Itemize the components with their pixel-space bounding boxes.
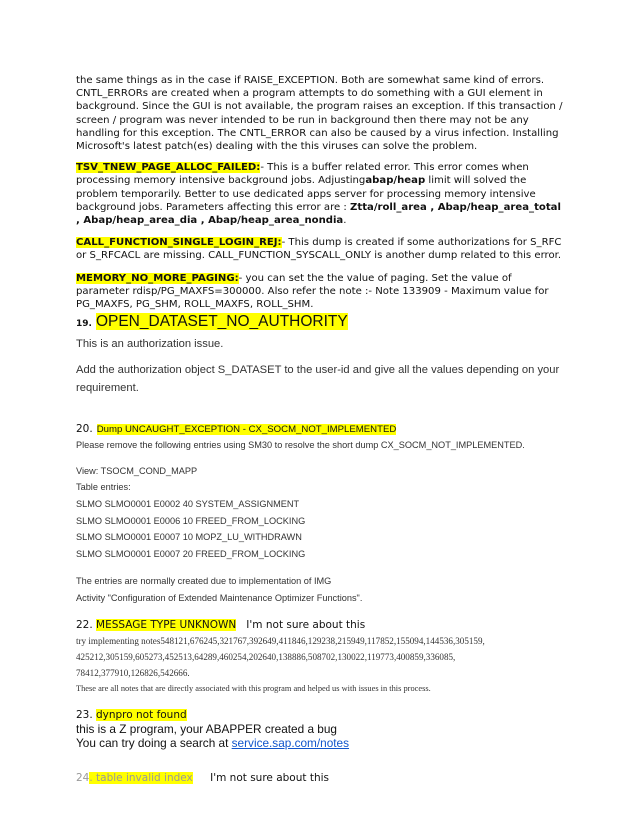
section-22-notes-line-2: 425212,305159,605273,452513,64289,460254,202640,138886,508702,130022,119773,400859,336085, (76, 651, 456, 662)
section-24-title: . table invalid index (89, 771, 193, 784)
section-23-number: 23. (76, 708, 93, 721)
section-20-title: Dump UNCAUGHT_EXCEPTION - CX_SOCM_NOT_IMPLEMENTED (96, 424, 397, 436)
section-22 (76, 617, 566, 696)
section-22-notes-line-1: try implementing notes548121,676245,321767,392649,411846,129238,215949,117852,155094,144536,305159, (76, 635, 485, 646)
table-entry: SLMO SLMO0001 E0006 10 FREED_FROM_LOCKING (76, 515, 306, 526)
table-entry: SLMO SLMO0001 E0007 10 MOPZ_LU_WITHDRAWN (76, 532, 302, 543)
section-20 (76, 420, 566, 605)
section-22-title: MESSAGE TYPE UNKNOWN (96, 618, 237, 631)
section-19-text-1: This is an authorization issue. (76, 338, 224, 351)
memory-text: - you can set the the value of paging. Set the value of parameter rdisp/PG_MAXFS=300000. Also refer the note :- Note 133909 - Maximum value for PG_MAXFS, PG_SHM, ROLL_MAXFS, ROLL_SHM. (76, 272, 549, 311)
section-22-after: I'm not sure about this (236, 618, 366, 631)
call-function-term: CALL_FUNCTION_SINGLE_LOGIN_REJ: (76, 237, 282, 249)
intro-paragraph: the same things as in the case if RAISE_EXCEPTION. Both are somewhat same kind of errors. CNTL_ERRORs are created when a program attempts to do something with a GUI element in background. Since the GUI is not available, the program raises an exception. If this transaction / screen / program was never intended to be run in background then there may not be any handling for this exception. The CNTL_ERROR can also be caused by a virus infection. Installing Microsoft's latest patch(es) dealing with the this viruses can solve the problem. (76, 75, 563, 153)
section-23-line-2-text: You can try doing a search at (76, 735, 232, 750)
section-20-heading (76, 420, 566, 437)
section-23-line-1: this is a Z program, your ABAPPER created a bug (76, 721, 337, 736)
section-20-note-1: The entries are normally created due to implementation of IMG (76, 576, 332, 587)
section-20-number: 20. (76, 423, 93, 436)
section-20-view: View: TSOCM_COND_MAPP (76, 465, 198, 476)
section-19-title: OPEN_DATASET_NO_AUTHORITY (95, 313, 348, 331)
section-22-notes-line-4: These are all notes that are directly associated with this program and helped us with issues in this process. (76, 683, 431, 693)
section-24-number: 24 (76, 771, 90, 784)
section-19 (76, 312, 566, 397)
memory-paragraph (76, 272, 566, 312)
section-22-notes-line-3: 78412,377910,126826,542666. (76, 667, 190, 678)
section-19-text-2: Add the authorization object S_DATASET to the user-id and give all the values depending on your requirement. (76, 364, 560, 395)
section-23-heading (76, 707, 566, 722)
section-24 (76, 771, 566, 786)
section-19-number: 19. (76, 319, 92, 330)
tsv-paragraph (76, 161, 566, 227)
sap-notes-link[interactable]: service.sap.com/notes (231, 735, 350, 750)
memory-term: MEMORY_NO_MORE_PAGING: (76, 272, 239, 284)
call-function-text: - This dump is created if some authorizations for S_RFC or S_RFCACL are missing. CALL_FUNCTION_SYSCALL_ONLY is another dump related to this error. (76, 237, 562, 262)
document-page (76, 74, 566, 786)
call-function-paragraph (76, 236, 566, 262)
tsv-text-3: . (343, 215, 347, 227)
section-22-heading (76, 617, 566, 633)
section-24-after: I'm not sure about this (210, 771, 329, 784)
section-22-number: 22. (76, 618, 93, 631)
tsv-text-2: limit will solved the problem temporarily. Better to use dedicated apps server for processing memory intensive background jobs. Parameters affecting this error are : (76, 175, 536, 213)
section-20-intro: Please remove the following entries using SM30 to resolve the short dump CX_SOCM_NOT_IMPLEMENTED. (76, 440, 525, 451)
tsv-params: Ztta/roll_area , Abap/heap_area_total , Abap/heap_area_dia , Abap/heap_area_nondia (76, 201, 561, 227)
section-23-line-2 (76, 736, 566, 750)
section-19-heading (76, 312, 566, 334)
section-23 (76, 707, 566, 750)
section-20-note-2: Activity "Configuration of Extended Maintenance Optimizer Functions". (76, 593, 363, 603)
section-23-title: dynpro not found (95, 708, 187, 721)
table-entry: SLMO SLMO0001 E0002 40 SYSTEM_ASSIGNMENT (76, 499, 300, 510)
tsv-param: abap/heap (365, 175, 426, 187)
tsv-term: TSV_TNEW_PAGE_ALLOC_FAILED: (76, 162, 261, 174)
section-20-entries-label: Table entries: (76, 482, 131, 493)
tsv-text-1: - This is a buffer related error. This error comes when processing memory intensive background jobs. Adjusting (76, 162, 529, 187)
section-24-heading (76, 771, 566, 786)
table-entry: SLMO SLMO0001 E0007 20 FREED_FROM_LOCKING (76, 548, 306, 559)
